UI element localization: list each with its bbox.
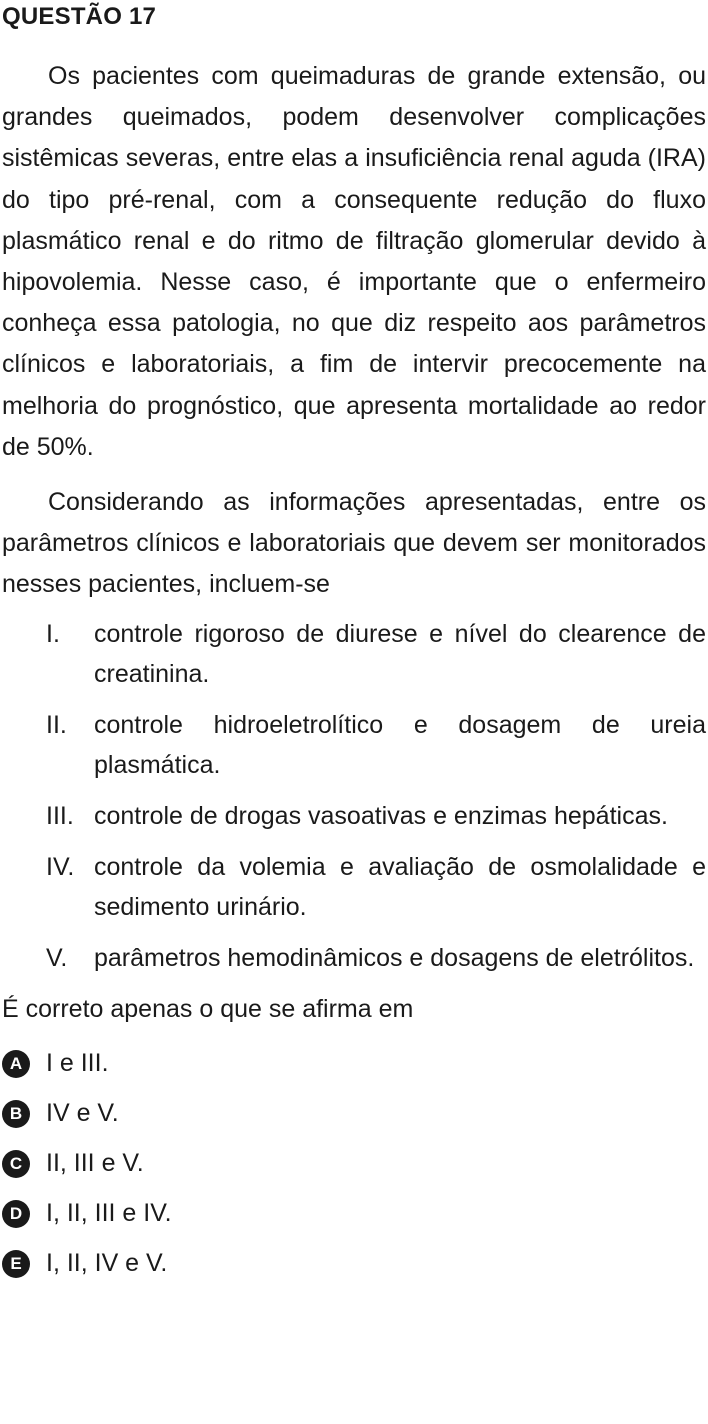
statement-text: controle hidroeletrolítico e dosagem de ureia plasmática. <box>94 710 706 779</box>
statement-item-4 <box>2 847 706 927</box>
option-letter-badge: C <box>2 1150 30 1178</box>
statement-text: parâmetros hemodinâmicos e dosagens de eletrólitos. <box>94 943 695 972</box>
option-d[interactable] <box>2 1189 706 1239</box>
option-e[interactable] <box>2 1239 706 1289</box>
statement-text: controle de drogas vasoativas e enzimas hepáticas. <box>94 801 668 830</box>
stem-paragraph: Considerando as informações apresentadas, entre os parâmetros clínicos e laboratoriais que devem ser monitorados nesses pacientes, incluem-se <box>2 488 706 599</box>
answer-prompt: É correto apenas o que se afirma em <box>2 994 414 1023</box>
context-paragraph: Os pacientes com queimaduras de grande extensão, ou grandes queimados, podem desenvolver complicações sistêmicas severas, entre elas a insuficiência renal aguda (IRA) do tipo pré-renal, com a consequente redução do fluxo plasmático renal e do ritmo de filtração glomerular devido à hipovolemia. Nesse caso, é importante que o enfermeiro conheça essa patologia, no que diz respeito aos parâmetros clínicos e laboratoriais, a fim de intervir precocemente na melhoria do prognóstico, que apresenta mortalidade ao redor de 50%. <box>2 62 706 461</box>
statement-number: III. <box>46 801 74 830</box>
option-text: II, III e V. <box>46 1149 144 1178</box>
option-letter-badge: A <box>2 1050 30 1078</box>
statement-text: controle da volemia e avaliação de osmolalidade e sedimento urinário. <box>94 852 706 921</box>
option-a[interactable] <box>2 1039 706 1089</box>
statement-item-5 <box>2 938 706 978</box>
option-text: I, II, III e IV. <box>46 1199 172 1228</box>
option-text: I, II, IV e V. <box>46 1249 168 1278</box>
question-title: QUESTÃO 17 <box>2 3 157 30</box>
option-letter-badge: E <box>2 1250 30 1278</box>
statement-text: controle rigoroso de diurese e nível do clearence de creatinina. <box>94 619 706 688</box>
statement-list <box>2 614 706 978</box>
option-letter-badge: D <box>2 1200 30 1228</box>
statement-item-3 <box>2 796 706 836</box>
option-text: IV e V. <box>46 1099 119 1128</box>
statement-number: I. <box>46 619 60 648</box>
statement-number: V. <box>46 943 68 972</box>
statement-item-1 <box>2 614 706 694</box>
option-c[interactable] <box>2 1139 706 1189</box>
answer-options <box>2 1039 706 1289</box>
option-letter-badge: B <box>2 1100 30 1128</box>
option-text: I e III. <box>46 1049 109 1078</box>
statement-item-2 <box>2 705 706 785</box>
statement-number: II. <box>46 710 67 739</box>
option-b[interactable] <box>2 1089 706 1139</box>
statement-number: IV. <box>46 852 75 881</box>
